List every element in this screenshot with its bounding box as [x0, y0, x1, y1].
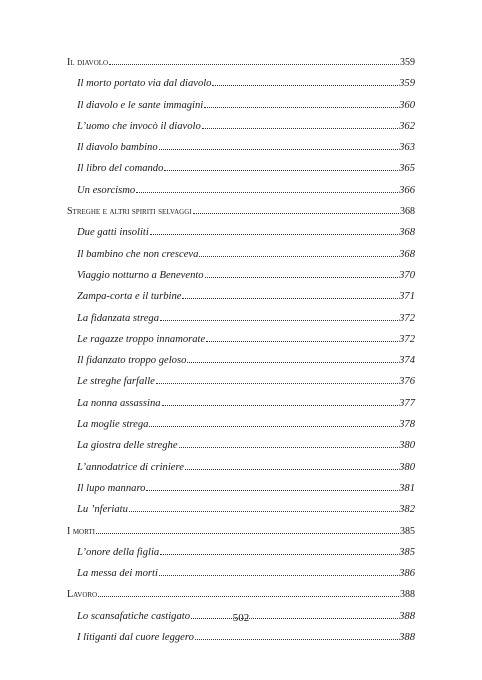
dot-leader	[205, 268, 399, 278]
toc-entry	[67, 286, 415, 307]
toc-section-entry	[67, 521, 415, 542]
toc-entry-title: Il fidanzato troppo geloso	[77, 355, 187, 367]
toc-entry-page: 382	[399, 504, 415, 516]
dot-leader	[150, 225, 398, 235]
dot-leader	[156, 374, 398, 384]
toc-entry-page: 368	[400, 206, 415, 218]
toc-entry	[67, 222, 415, 243]
toc-entry-page: 360	[399, 99, 415, 111]
dot-leader	[159, 566, 398, 576]
toc-entry-title: L’annodatrice di criniere	[77, 461, 184, 473]
dot-leader	[193, 204, 399, 214]
toc-entry-title: Il bambino che non cresceva	[77, 248, 199, 260]
toc-entry	[67, 244, 415, 265]
toc-entry	[67, 73, 415, 94]
toc-entry-page: 385	[400, 525, 415, 537]
toc-entry	[67, 542, 415, 563]
dot-leader	[162, 396, 399, 406]
dot-leader	[149, 417, 398, 427]
dot-leader	[179, 438, 399, 448]
page-number: 502	[232, 612, 250, 624]
dot-leader	[206, 332, 398, 342]
dot-leader	[202, 119, 398, 129]
toc-entry-title: Lu ’nferiatu	[77, 504, 128, 516]
toc-entry	[67, 499, 415, 520]
toc-entry-title: Due gatti insoliti	[77, 227, 149, 239]
toc-entry-page: 371	[399, 291, 415, 303]
toc-entry-page: 378	[399, 419, 415, 431]
toc-entry-page: 381	[399, 482, 415, 494]
toc-entry-title: Lavoro	[67, 589, 98, 601]
toc-entry	[67, 457, 415, 478]
toc-entry-title: Il libro del comando	[77, 163, 164, 175]
toc-entry-page: 388	[399, 610, 415, 622]
toc-entry-title: Il diavolo	[67, 57, 109, 68]
toc-entry-title: Il diavolo bambino	[77, 142, 158, 154]
toc-entry-title: Lo scansafatiche castigato	[77, 610, 190, 622]
toc-entry	[67, 627, 415, 648]
toc-entry-page: 363	[399, 142, 415, 154]
toc-entry-page: 366	[399, 184, 415, 196]
toc-entry-title: La moglie strega	[77, 419, 149, 431]
toc-section-entry	[67, 584, 415, 605]
toc-entry-page: 380	[399, 440, 415, 452]
toc-entry	[67, 414, 415, 435]
table-of-contents	[67, 52, 415, 648]
toc-entry-title: Zampa-corta e il turbine	[77, 291, 182, 303]
dot-leader	[160, 545, 398, 555]
toc-entry	[67, 350, 415, 371]
toc-entry	[67, 137, 415, 158]
toc-entry-title: Le streghe farfalle	[77, 376, 155, 388]
toc-entry-page: 359	[399, 78, 415, 90]
toc-entry	[67, 116, 415, 137]
toc-entry-title: Viaggio notturno a Benevento	[77, 269, 204, 281]
toc-entry-title: L’uomo che invocò il diavolo	[77, 120, 201, 132]
toc-entry-page: 368	[399, 227, 415, 239]
toc-entry-title: Le ragazze troppo innamorate	[77, 333, 206, 345]
dot-leader	[96, 524, 399, 534]
toc-entry	[67, 95, 415, 116]
toc-entry	[67, 180, 415, 201]
toc-entry-page: 365	[399, 163, 415, 175]
toc-entry-page: 368	[399, 248, 415, 260]
toc-entry	[67, 158, 415, 179]
toc-section-entry	[67, 201, 415, 222]
toc-entry-page: 370	[399, 269, 415, 281]
toc-entry-title: Il lupo mannaro	[77, 482, 146, 494]
dot-leader	[160, 311, 398, 321]
toc-entry-page: 362	[399, 120, 415, 132]
toc-section-entry	[67, 52, 415, 73]
toc-entry-title: La fidanzata strega	[77, 312, 160, 324]
toc-entry-title: Un esorcismo	[77, 184, 136, 196]
toc-entry-page: 377	[399, 397, 415, 409]
toc-entry-title: La messa dei morti	[77, 568, 158, 580]
toc-entry-page: 380	[399, 461, 415, 473]
dot-leader	[204, 98, 398, 108]
dot-leader	[146, 481, 398, 491]
dot-leader	[129, 502, 398, 512]
toc-entry	[67, 435, 415, 456]
toc-entry-title: La giostra delle streghe	[77, 440, 178, 452]
toc-entry-page: 372	[399, 312, 415, 324]
toc-entry	[67, 371, 415, 392]
toc-entry-title: I morti	[67, 525, 95, 537]
toc-entry-title: Il diavolo e le sante immagini	[77, 99, 204, 111]
toc-entry-page: 374	[399, 355, 415, 367]
toc-entry-page: 372	[399, 333, 415, 345]
dot-leader	[195, 630, 398, 640]
toc-entry-title: Streghe e altri spiriti selvaggi	[67, 206, 192, 218]
toc-entry	[67, 563, 415, 584]
dot-leader	[185, 460, 398, 470]
toc-entry-title: L’onore della figlia	[77, 546, 160, 558]
dot-leader	[212, 76, 398, 86]
dot-leader	[164, 161, 398, 171]
toc-entry-page: 385	[399, 546, 415, 558]
toc-entry-title: I litiganti dal cuore leggero	[77, 632, 194, 644]
toc-entry	[67, 265, 415, 286]
dot-leader	[187, 353, 398, 363]
toc-entry-page: 388	[399, 632, 415, 644]
toc-entry-page: 359	[400, 57, 415, 68]
toc-entry	[67, 478, 415, 499]
toc-entry	[67, 329, 415, 350]
toc-entry-title: Il morto portato via dal diavolo	[77, 78, 212, 90]
toc-entry-page: 388	[400, 589, 415, 601]
dot-leader	[136, 183, 398, 193]
dot-leader	[109, 55, 399, 65]
dot-leader	[159, 140, 398, 150]
dot-leader	[98, 587, 399, 597]
dot-leader	[199, 247, 398, 257]
toc-entry-page: 376	[399, 376, 415, 388]
toc-entry-page: 386	[399, 568, 415, 580]
toc-entry	[67, 393, 415, 414]
toc-entry-title: La nonna assassina	[77, 397, 161, 409]
toc-entry	[67, 308, 415, 329]
dot-leader	[182, 289, 398, 299]
